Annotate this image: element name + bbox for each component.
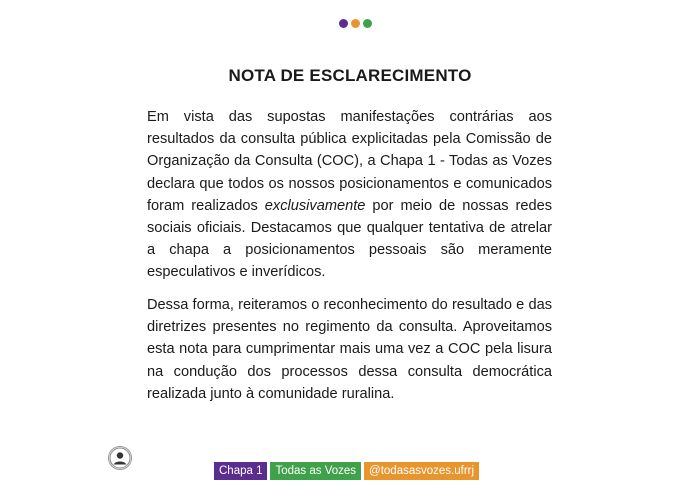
- footer-tags: [214, 462, 479, 480]
- page-title: NOTA DE ESCLARECIMENTO: [228, 66, 472, 85]
- brand-dots-icon: [339, 19, 372, 28]
- paragraph-1-text-b: por meio de nossas redes sociais oficiais. Destacamos que qualquer tentativa de atrelar a chapa a posicionamentos pessoais são meramente especulativos e inverídicos.: [147, 197, 552, 281]
- orange-dot: [351, 19, 360, 28]
- paragraph-1-text-a: Em vista das supostas manifestações contrárias aos resultados da consulta pública explicitadas pela Comissão de Organização da Consulta (COC), a Chapa 1 - Todas as Vozes declara que todos os nossos posicionamentos e comunicados foram realizados: [147, 109, 552, 214]
- green-dot: [363, 19, 372, 28]
- tag-instagram-handle[interactable]: @todasasvozes.ufrrj: [364, 462, 479, 480]
- paragraph-1-emphasis: exclusivamente: [264, 197, 366, 214]
- tag-chapa: Chapa 1: [214, 462, 267, 480]
- paragraph-1: [147, 106, 552, 284]
- purple-dot: [339, 19, 348, 28]
- paragraph-2: Dessa forma, reiteramos o reconhecimento do resultado e das diretrizes presentes no regimento da consulta. Aproveitamos esta nota para cumprimentar mais uma vez a COC pela lisura na condução dos processos dessa consulta democrática realizada junto à comunidade ruralina.: [147, 297, 552, 402]
- tag-todas-as-vozes: Todas as Vozes: [270, 462, 361, 480]
- user-avatar-icon[interactable]: [108, 446, 132, 470]
